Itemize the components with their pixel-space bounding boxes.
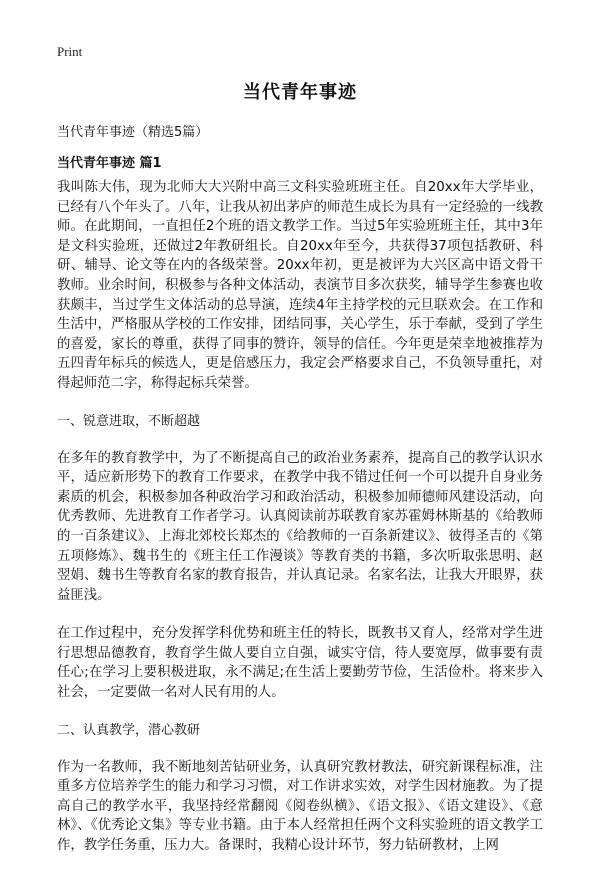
article-body [57, 178, 543, 875]
heading-section-1: 一、锐意进取，不断超越 [57, 413, 201, 429]
subtitle: 当代青年事迹（精选5篇） [57, 125, 209, 140]
page-title: 当代青年事迹 [243, 82, 357, 103]
paragraph-intro: 我叫陈大伟，现为北师大大兴附中高三文科实验班班主任。自20xx年大学毕业，已经有八个年头了。八年，让我从初出茅庐的师范生成长为具有一定经验的一线教师。在此期间，一直担任2个班的语文教学工作。当过5年实验班班主任，其中3年是文科实验班，还做过2年教研组长。自20xx年至今，共获得37项包括教研、科研、辅导、论文等在内的各级荣誉。20xx年初，更是被评为大兴区高中语文骨干教师。业余时间，积极参与各种文体活动，表演节目多次获奖，辅导学生参赛也收获颇丰，当过学生文体活动的总导演，连续4年主持学校的元旦联欢会。在工作和生活中，严格服从学校的工作安排，团结同事，关心学生，乐于奉献，受到了学生的喜爱，家长的尊重，获得了同事的赞许，领导的信任。今年更是荣幸地被推荐为五四青年标兵的候选人，更是倍感压力，我定会严格要求自己，不负领导重托，对得起师范二字，称得起标兵荣誉。 [57, 180, 543, 391]
paragraph-teaching: 作为一名教师，我不断地刻苦钻研业务，认真研究教材教法，研究新课程标准，注重多方位培养学生的能力和学习习惯，对工作讲求实效，对学生因材施教。为了提高自己的教学水平，我坚持经常翻阅《阅卷纵横》、《语文报》、《语文建设》、《意林》、《优秀论文集》等专业书籍。由于本人经常担任两个文科实验班的语文教学工作，教学任务重，压力大。备课时，我精心设计环节，努力钻研教材，上网 [57, 759, 543, 854]
section-title: 当代青年事迹 篇1 [57, 156, 162, 171]
paragraph-study: 在多年的教育教学中，为了不断提高自己的政治业务素养，提高自己的教学认识水平，适应新形势下的教育工作要求，在教学中我不错过任何一个可以提升自身业务素质的机会，积极参加各种政治学习和政治活动，积极参加师德师风建设活动，向优秀教师、先进教育工作者学习。认真阅读前苏联教育家苏霍姆林斯基的《给教师的一百条建议》、上海北郊校长郑杰的《给教师的一百条新建议》、彼得圣吉的《第五项修炼》、魏书生的《班主任工作漫谈》等教育类的书籍，多次听取张思明、赵翌娟、魏书生等教育名家的教育报告，并认真记录。名家名法，让我大开眼界，获益匪浅。 [57, 450, 543, 603]
heading-section-2: 二、认真教学，潜心教研 [57, 722, 201, 738]
print-link[interactable]: Print [57, 44, 83, 59]
paragraph-work: 在工作过程中，充分发挥学科优势和班主任的特长，既教书又育人，经常对学生进行思想品德教育，教育学生做人要自立自强，诚实守信，待人要宽厚，做事要有责任心;在学习上要积极进取，永不满足;在生活上要勤劳节俭，生活俭朴。将来步入社会，一定要做一名对人民有用的人。 [57, 626, 543, 701]
